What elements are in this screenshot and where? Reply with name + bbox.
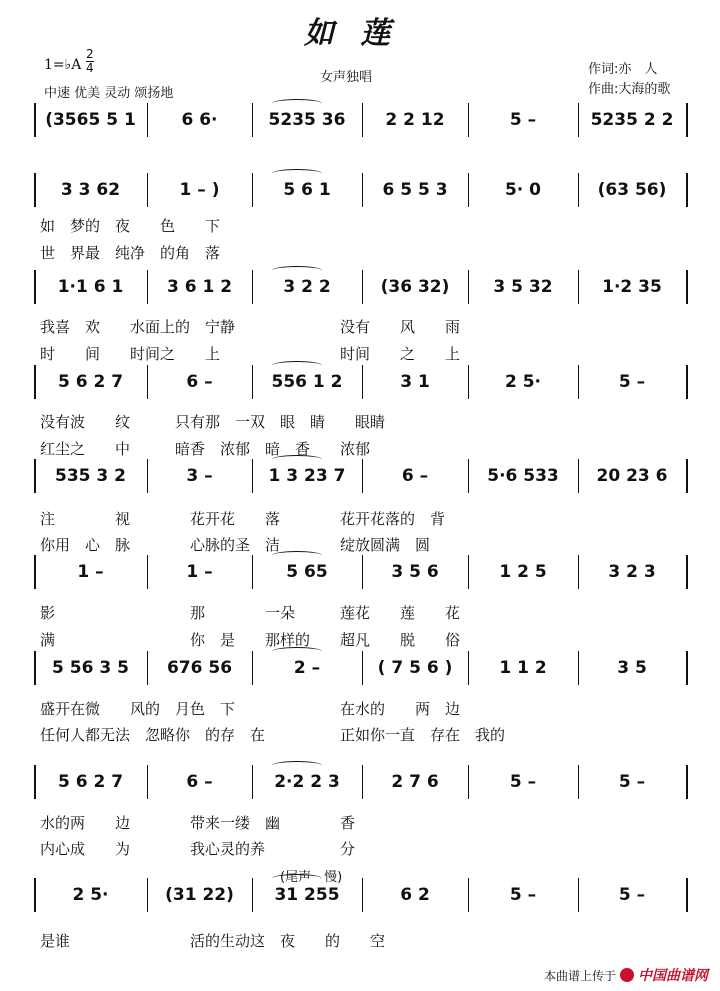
barline	[34, 173, 36, 207]
barline	[468, 270, 469, 304]
measure: 6 –	[186, 372, 213, 392]
barline	[578, 103, 579, 137]
staff-row	[0, 557, 720, 587]
meter-bottom: 4	[86, 61, 94, 75]
measure: 3 1	[400, 372, 430, 392]
barline	[686, 459, 688, 493]
measure: 1 3 23 7	[268, 466, 346, 486]
lyric-line: 水的两 边 带来一缕 幽 香	[40, 814, 356, 832]
staff-row	[0, 880, 720, 910]
measure: 5 –	[618, 372, 646, 392]
measure: 3 3 62	[60, 180, 121, 200]
barline	[362, 173, 363, 207]
barline	[252, 765, 253, 799]
slur-mark	[272, 266, 322, 275]
measure: 31 255	[274, 885, 340, 905]
barline	[147, 878, 148, 912]
measure: ( 7 5 6 )	[377, 658, 453, 678]
barline	[362, 878, 363, 912]
measure: 2 7 6	[391, 772, 439, 792]
slur-mark	[272, 169, 322, 178]
barline	[34, 270, 36, 304]
coda-label: (尾声 慢)	[280, 870, 343, 885]
composer-credit: 作曲:大海的歌	[588, 82, 671, 97]
lyric-line: 如 梦的 夜 色 下	[40, 217, 221, 235]
barline	[362, 555, 363, 589]
measure: 1 2 5	[499, 562, 547, 582]
measure: 2·2 2 3	[274, 772, 340, 792]
barline	[252, 651, 253, 685]
slur-mark	[272, 99, 322, 108]
barline	[468, 878, 469, 912]
measure: 1·2 35	[602, 277, 662, 297]
measure: 5 –	[509, 772, 537, 792]
measure: (63 56)	[597, 180, 667, 200]
barline	[686, 765, 688, 799]
measure: 1 –	[186, 562, 213, 582]
lyric-line: 红尘之 中 暗香 浓郁 暗 香 浓郁	[40, 440, 371, 458]
staff-row	[0, 767, 720, 797]
measure: (36 32)	[380, 277, 450, 297]
measure: 676 56	[166, 658, 233, 678]
barline	[578, 651, 579, 685]
lyric-line: 我喜 欢 水面上的 宁静 没有 风 雨	[40, 318, 461, 336]
site-brand[interactable]: 中国曲谱网	[638, 968, 708, 984]
measure: 6 –	[186, 772, 213, 792]
barline	[468, 103, 469, 137]
barline	[34, 765, 36, 799]
staff-row	[0, 367, 720, 397]
barline	[686, 555, 688, 589]
barline	[147, 555, 148, 589]
measure: 5 65	[286, 562, 328, 582]
measure: 1 1 2	[499, 658, 547, 678]
barline	[34, 878, 36, 912]
measure: 1·1 6 1	[57, 277, 124, 297]
barline	[362, 270, 363, 304]
measure: 5·6 533	[487, 466, 559, 486]
barline	[362, 651, 363, 685]
measure: 3 2 2	[283, 277, 331, 297]
measure: 5235 36	[268, 110, 346, 130]
barline	[34, 651, 36, 685]
staff-row	[0, 272, 720, 302]
barline	[362, 103, 363, 137]
barline	[252, 878, 253, 912]
barline	[686, 878, 688, 912]
lyric-line: 时 间 时间之 上 时间 之 上	[40, 345, 461, 363]
measure: 3 2 3	[608, 562, 656, 582]
footer-credit	[544, 965, 708, 985]
lyric-line: 任何人都无法 忽略你 的存 在 正如你一直 存在 我的	[40, 726, 506, 744]
barline	[686, 651, 688, 685]
barline	[578, 555, 579, 589]
measure: 2 5·	[72, 885, 109, 905]
measure: 5 –	[509, 885, 537, 905]
measure: 556 1 2	[271, 372, 343, 392]
measure: 3 5 32	[493, 277, 553, 297]
measure: 3 6 1 2	[166, 277, 233, 297]
barline	[34, 103, 36, 137]
lyric-line: 盛开在微 风的 月色 下 在水的 两 边	[40, 700, 461, 718]
slur-mark	[272, 761, 322, 770]
barline	[147, 459, 148, 493]
barline	[468, 651, 469, 685]
barline	[34, 365, 36, 399]
measure: 5 –	[509, 110, 537, 130]
lyric-line: 内心成 为 我心灵的养 分	[40, 840, 356, 858]
barline	[252, 103, 253, 137]
barline	[578, 765, 579, 799]
lyric-line: 是谁 活的生动这 夜 的 空	[40, 932, 386, 950]
barline	[252, 555, 253, 589]
measure: 3 –	[186, 466, 213, 486]
barline	[686, 365, 688, 399]
measure: 2 –	[293, 658, 321, 678]
barline	[252, 365, 253, 399]
staff-row	[0, 653, 720, 683]
barline	[578, 270, 579, 304]
barline	[252, 270, 253, 304]
measure: 2 2 12	[385, 110, 445, 130]
measure: 6 –	[401, 466, 429, 486]
time-signature	[86, 48, 94, 75]
measure: 5 6 2 7	[57, 772, 124, 792]
measure: 5 56 3 5	[52, 658, 129, 678]
measure: 5 –	[618, 772, 646, 792]
barline	[252, 173, 253, 207]
lyric-line: 你用 心 脉 心脉的圣 洁 绽放圆满 圆	[40, 536, 431, 554]
barline	[147, 765, 148, 799]
measure: (3565 5 1	[45, 110, 136, 130]
measure: 6 5 5 3	[382, 180, 448, 200]
barline	[34, 555, 36, 589]
meter-top: 2	[86, 47, 94, 61]
measure: 5· 0	[504, 180, 542, 200]
barline	[468, 459, 469, 493]
measure: 535 3 2	[55, 466, 126, 486]
lyric-line: 满 你 是 那样的 超凡 脱 俗	[40, 631, 461, 649]
staff-row	[0, 105, 720, 135]
tempo-marking: 中速 优美 灵动 颂扬地	[44, 86, 174, 101]
lyric-line: 世 界最 纯净 的角 落	[40, 244, 221, 262]
barline	[578, 878, 579, 912]
measure: 20 23 6	[596, 466, 668, 486]
measure: 3 5 6	[391, 562, 439, 582]
measure: (31 22)	[165, 885, 234, 905]
barline	[147, 365, 148, 399]
footer-prefix: 本曲谱上传于	[543, 968, 616, 983]
barline	[686, 103, 688, 137]
measure: 5 6 2 7	[57, 372, 124, 392]
staff-row	[0, 461, 720, 491]
key-signature: 1=♭A	[44, 57, 82, 73]
barline	[147, 173, 148, 207]
voice-type: 女声独唱	[320, 70, 373, 85]
measure: 2 5·	[504, 372, 542, 392]
barline	[362, 765, 363, 799]
lyricist-credit: 作词:亦 人	[588, 62, 658, 77]
barline	[578, 459, 579, 493]
barline	[147, 270, 148, 304]
site-logo-icon	[620, 968, 634, 982]
measure: 5235 2 2	[590, 110, 674, 130]
barline	[147, 103, 148, 137]
barline	[468, 365, 469, 399]
measure: 6 6·	[181, 110, 218, 130]
measure: 3 5	[617, 658, 647, 678]
lyric-line: 没有波 纹 只有那 一双 眼 睛 眼睛	[40, 413, 386, 431]
lyric-line: 影 那 一朵 莲花 莲 花	[40, 604, 461, 622]
measure: 5 –	[618, 885, 646, 905]
measure: 5 6 1	[283, 180, 331, 200]
measure: 6 2	[400, 885, 430, 905]
barline	[578, 173, 579, 207]
barline	[578, 365, 579, 399]
barline	[468, 555, 469, 589]
barline	[686, 173, 688, 207]
staff-row	[0, 175, 720, 205]
barline	[252, 459, 253, 493]
barline	[34, 459, 36, 493]
lyric-line: 注 视 花开花 落 花开花落的 背	[40, 510, 446, 528]
barline	[468, 173, 469, 207]
barline	[362, 365, 363, 399]
barline	[362, 459, 363, 493]
measure: 1 – )	[179, 180, 220, 200]
barline	[468, 765, 469, 799]
measure: 1 –	[77, 562, 104, 582]
song-title: 如莲	[304, 16, 416, 51]
barline	[147, 651, 148, 685]
barline	[686, 270, 688, 304]
